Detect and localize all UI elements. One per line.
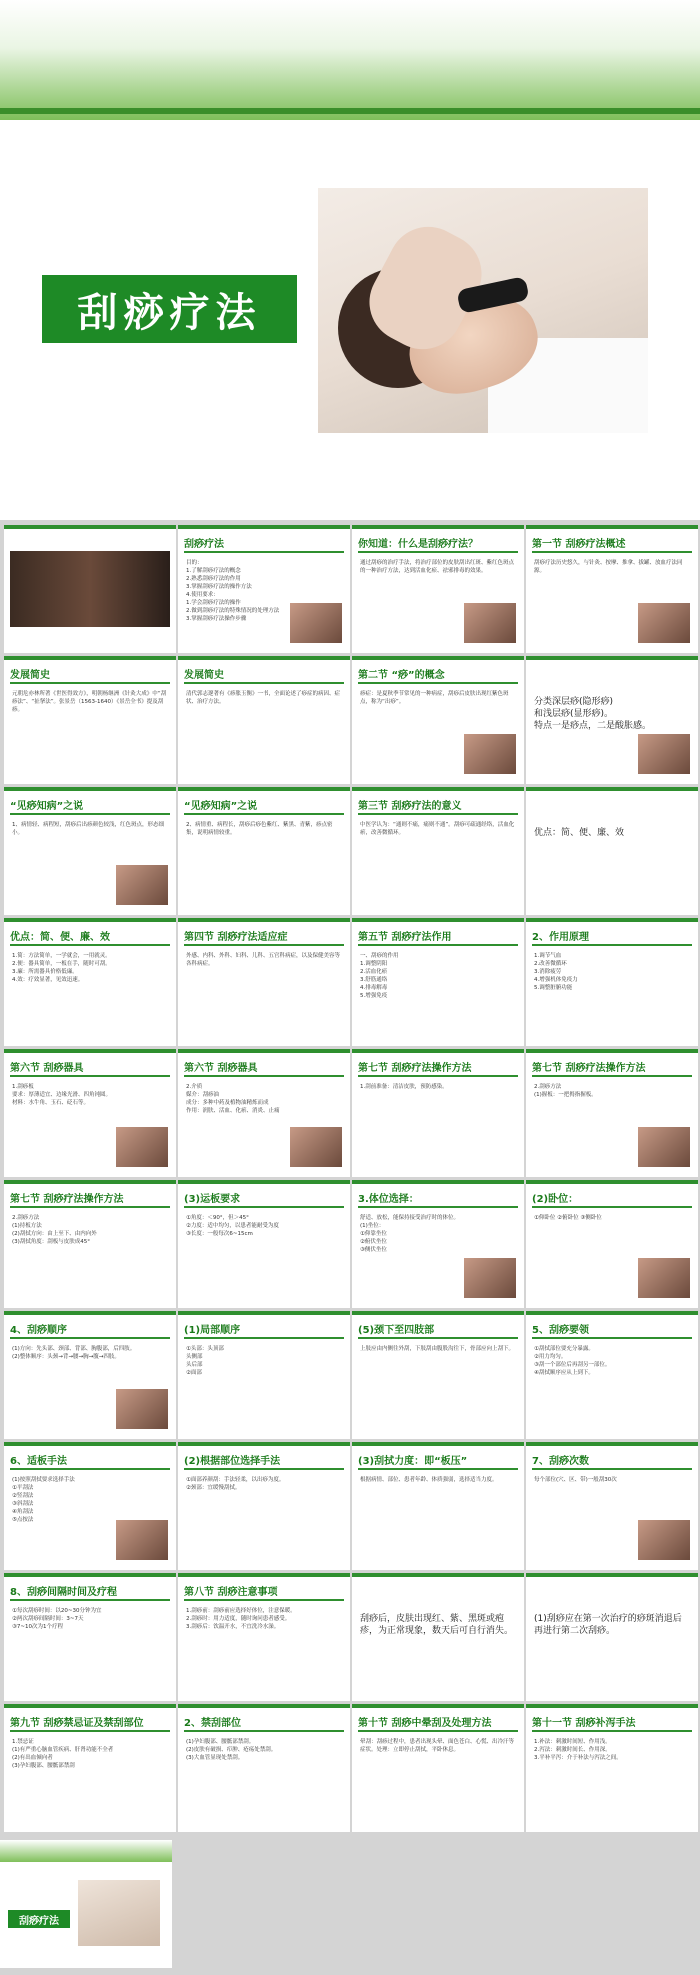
cover-slide bbox=[0, 0, 700, 520]
slide-photo bbox=[464, 1258, 516, 1298]
slide-thumbnail bbox=[526, 1180, 698, 1308]
slide-body: 一、刮痧的作用 1.调整阴阳 2.活血化瘀 3.舒筋通络 4.排毒解毒 5.增强免疫 bbox=[360, 953, 399, 999]
slide-top-line bbox=[526, 1180, 698, 1184]
slide-thumbnail bbox=[352, 1573, 524, 1701]
slide-top-line bbox=[526, 656, 698, 660]
slide-title-underline bbox=[10, 944, 170, 946]
slide-top-line bbox=[352, 656, 524, 660]
slide-body: 分类深层痧(隐形痧) 和浅层痧(显形痧)。 特点一是痧点，二是酸胀感。 bbox=[534, 697, 652, 731]
slide-top-line bbox=[4, 918, 176, 922]
slide-top-line bbox=[178, 1704, 350, 1708]
slide-top-line bbox=[178, 525, 350, 529]
slide-top-line bbox=[526, 525, 698, 529]
slide-title: 第十节 刮痧中晕刮及处理方法 bbox=[358, 1718, 492, 1729]
slide-thumbnail bbox=[526, 1442, 698, 1570]
slide-title-underline bbox=[184, 1730, 344, 1732]
slide-photo bbox=[464, 734, 516, 774]
slide-top-line bbox=[4, 1311, 176, 1315]
slide-title-underline bbox=[184, 1206, 344, 1208]
closing-header-gradient bbox=[0, 1840, 172, 1862]
slide-title: “见痧知病”之说 bbox=[184, 801, 258, 812]
slide-top-line bbox=[4, 1442, 176, 1446]
slide-title-underline bbox=[10, 682, 170, 684]
slide-thumbnail bbox=[178, 1573, 350, 1701]
slide-title: 第一节 刮痧疗法概述 bbox=[532, 539, 626, 550]
slide-body: 每个部位(穴、区、带)一般刮30次 bbox=[534, 1477, 617, 1483]
slide-title-underline bbox=[532, 1206, 692, 1208]
slide-body: 优点：简、便、廉、效 bbox=[534, 828, 625, 838]
slide-body: 1.刮前准备：清洁皮肤，预防感染。 bbox=[360, 1084, 448, 1090]
slide-thumbnail bbox=[178, 1180, 350, 1308]
slide-top-line bbox=[526, 1573, 698, 1577]
slide-title: 6、适板手法 bbox=[10, 1456, 67, 1467]
slide-thumbnail bbox=[352, 656, 524, 784]
slide-body: 1.刮痧前：刮痧前应选择好体位，注意保暖。 2.刮痧时：用力适度，随时询问患者感受。 3.刮痧后：饮温开水，不宜洗冷水澡。 bbox=[186, 1608, 296, 1630]
slide-photo bbox=[638, 734, 690, 774]
slide-title: 第十一节 刮痧补泻手法 bbox=[532, 1718, 636, 1729]
slide-photo bbox=[464, 603, 516, 643]
slide-thumbnail bbox=[178, 1442, 350, 1570]
slide-body: ①头部：头顶部 头侧部 头后部 ②面部 bbox=[186, 1346, 224, 1376]
slide-title: 4、刮痧顺序 bbox=[10, 1325, 67, 1336]
slide-title: 第六节 刮痧器具 bbox=[184, 1063, 258, 1074]
slide-thumbnail bbox=[178, 918, 350, 1046]
slide-title: (5)颈下至四肢部 bbox=[358, 1325, 435, 1336]
slide-body: ①角度：＜90°，但＞45° ②力度：适中均匀，以患者能耐受为度 ③长度：一般每次6~15cm bbox=[186, 1215, 279, 1237]
slide-title-underline bbox=[10, 1730, 170, 1732]
slide-body: 根据病情、部位、患者年龄、体质强弱，选择适当力度。 bbox=[360, 1477, 498, 1483]
slide-title: 8、刮痧间隔时间及疗程 bbox=[10, 1587, 117, 1598]
slide-title-underline bbox=[184, 813, 344, 815]
slide-body: 通过刮痧的治疗手法，将治疗部位的皮肤刮出红斑、紫红色斑点的一种治疗方法，达到活血化瘀、祛邪排毒的效果。 bbox=[360, 560, 515, 574]
slide-title: (3)运板要求 bbox=[184, 1194, 241, 1205]
slide-title-underline bbox=[184, 1075, 344, 1077]
cover-title-box bbox=[42, 275, 297, 343]
slide-thumbnail bbox=[4, 1049, 176, 1177]
slide-top-line bbox=[352, 1049, 524, 1053]
slide-top-line bbox=[4, 525, 176, 529]
slide-body: 1.刮痧板 要求：厚薄适宜、边缘光滑、四角钝圆。 材料：水牛角、玉石、砭石等。 bbox=[12, 1084, 112, 1106]
slide-top-line bbox=[178, 1573, 350, 1577]
slide-body: ①刮拭部位要充分暴露。 ②用力均匀。 ③刮一个部位后再刮另一部位。 ④刮拭顺序应从上到下。 bbox=[534, 1346, 611, 1376]
closing-photo bbox=[78, 1880, 160, 1946]
slide-body: 2、病情重、病程长，刮痧后痧色紫红、紫黑、青紫，痧点密集，说明病情较重。 bbox=[186, 822, 333, 836]
slide-top-line bbox=[526, 1442, 698, 1446]
slide-photo bbox=[10, 551, 170, 627]
slide-body: (1)按照刮拭要求选择手法 ①平刮法 ②竖刮法 ③斜刮法 ④角刮法 ⑤点按法 bbox=[12, 1477, 75, 1523]
slide-thumbnail bbox=[526, 1573, 698, 1701]
slide-thumbnail bbox=[4, 787, 176, 915]
slide-body: 痧症：是夏秋季节常见的一种病症，刮痧后皮肤出现红紫色斑点，称为“出痧”。 bbox=[360, 691, 509, 705]
slide-thumbnail bbox=[178, 1704, 350, 1832]
slide-thumbnail bbox=[4, 918, 176, 1046]
slide-thumbnail bbox=[178, 656, 350, 784]
slide-title: 5、刮痧要领 bbox=[532, 1325, 589, 1336]
slide-thumbnail bbox=[526, 787, 698, 915]
slide-title-underline bbox=[184, 1468, 344, 1470]
slide-title: 第七节 刮痧疗法操作方法 bbox=[10, 1194, 124, 1205]
slide-body: 2.介质 媒介：刮痧油 成分：多种中药及植物油精炼而成 作用：润肤、活血、化瘀、消炎、止痛 bbox=[186, 1084, 280, 1114]
slide-thumbnail bbox=[4, 656, 176, 784]
slide-title: 第六节 刮痧器具 bbox=[10, 1063, 84, 1074]
slide-top-line bbox=[352, 1180, 524, 1184]
slide-title-underline bbox=[10, 1599, 170, 1601]
slide-title: 第四节 刮痧疗法适应症 bbox=[184, 932, 288, 943]
slide-title-underline bbox=[358, 1337, 518, 1339]
slide-body: 刮痧后，皮肤出现红、紫、黑斑或疱疹，为正常现象，数天后可自行消失。 bbox=[360, 1614, 514, 1636]
slide-thumbnail bbox=[4, 1180, 176, 1308]
slide-thumbnail bbox=[4, 1442, 176, 1570]
slide-title: 第三节 刮痧疗法的意义 bbox=[358, 801, 462, 812]
slide-top-line bbox=[352, 1573, 524, 1577]
slide-title-underline bbox=[10, 1206, 170, 1208]
closing-title-box bbox=[8, 1910, 70, 1928]
slide-top-line bbox=[4, 656, 176, 660]
slide-thumbnail bbox=[352, 1311, 524, 1439]
cover-header-gradient bbox=[0, 0, 700, 120]
slide-thumbnail bbox=[4, 1311, 176, 1439]
slide-body: 目的： 1.了解刮痧疗法的概念 2.熟悉刮痧疗法的作用 3.掌握刮痧疗法的操作方法 4.使用要求： 1.学会刮痧疗法的操作 2.做到刮痧疗法的特殊情况的处理方法 3.掌握刮痧疗法操作步骤 bbox=[186, 560, 280, 622]
slide-thumbnail bbox=[526, 918, 698, 1046]
slide-body: 中医学认为：“通则不痛，痛则不通”。刮痧可疏通经络，活血化瘀，改善微循环。 bbox=[360, 822, 515, 836]
slide-title-underline bbox=[184, 1337, 344, 1339]
slide-title: 2、禁刮部位 bbox=[184, 1718, 241, 1729]
slide-thumbnail bbox=[352, 918, 524, 1046]
slide-title-underline bbox=[184, 551, 344, 553]
slide-thumbnail bbox=[352, 1442, 524, 1570]
slide-body: 1、病情轻、病程短，刮痧后出痧颜色较浅，红色斑点，形态细小。 bbox=[12, 822, 165, 836]
slide-title: 第五节 刮痧疗法作用 bbox=[358, 932, 452, 943]
slide-thumbnail bbox=[526, 656, 698, 784]
slide-body: 1.禁忌证 (1)有严重心脑血管疾病、肝肾功能不全者 (2)有出血倾向者 (3)孕妇腹部、腰骶部禁刮 bbox=[12, 1739, 114, 1769]
slide-body: 清代郭志邃著有《痧胀玉衡》一书，全面论述了痧症的病因、症状、治疗方法。 bbox=[186, 691, 341, 705]
slide-title: 发展简史 bbox=[10, 670, 50, 681]
slide-title-underline bbox=[532, 1468, 692, 1470]
slide-photo bbox=[638, 1258, 690, 1298]
slide-body: 1.补法：刺激时间短、作用浅。 2.泻法：刺激时间长、作用深。 3.平补平泻：介于补法与泻法之间。 bbox=[534, 1739, 622, 1761]
cover-photo bbox=[318, 188, 648, 433]
slide-thumbnail bbox=[352, 1704, 524, 1832]
cover-title: 刮痧疗法 bbox=[77, 289, 262, 336]
slide-thumbnail bbox=[178, 787, 350, 915]
slide-photo bbox=[290, 603, 342, 643]
slide-title: 第七节 刮痧疗法操作方法 bbox=[532, 1063, 646, 1074]
slide-body: 上肢应由内侧往外刮，下肢刮由腹股沟往下，骨部应向上刮下。 bbox=[360, 1346, 515, 1352]
slide-photo bbox=[116, 865, 168, 905]
slide-title-underline bbox=[532, 551, 692, 553]
slide-title: (2)卧位： bbox=[532, 1194, 579, 1205]
slide-title: 7、刮痧次数 bbox=[532, 1456, 589, 1467]
slide-title-underline bbox=[358, 1468, 518, 1470]
slide-body: 2.刮痧方法 (1)握板：一把拇指握板。 bbox=[534, 1084, 597, 1098]
slide-top-line bbox=[4, 787, 176, 791]
slide-top-line bbox=[352, 918, 524, 922]
slide-top-line bbox=[526, 1311, 698, 1315]
slide-title-underline bbox=[358, 944, 518, 946]
slide-thumbnail bbox=[352, 525, 524, 653]
slide-thumbnail bbox=[352, 1049, 524, 1177]
slide-thumbnail bbox=[4, 1573, 176, 1701]
slide-title-underline bbox=[532, 1730, 692, 1732]
slide-title-underline bbox=[184, 944, 344, 946]
slide-top-line bbox=[526, 1049, 698, 1053]
slide-top-line bbox=[178, 1311, 350, 1315]
slide-title: 第七节 刮痧疗法操作方法 bbox=[358, 1063, 472, 1074]
slide-body: (1)孕妇腹部、腰骶部禁刮。 (2)皮肤有破损、疖肿、疮疡处禁刮。 (3)大血管显现处禁刮。 bbox=[186, 1739, 277, 1761]
slide-thumbnail bbox=[178, 525, 350, 653]
slide-title: (2)根据部位选择手法 bbox=[184, 1456, 281, 1467]
slide-top-line bbox=[178, 656, 350, 660]
slide-body: ①每次刮痧时间：以20~30分钟为宜 ②两次刮痧间隔时间：3~7天 ③7~10次为1个疗程 bbox=[12, 1608, 102, 1630]
slide-top-line bbox=[4, 1049, 176, 1053]
slide-title: 3.体位选择： bbox=[358, 1194, 419, 1205]
slide-title-underline bbox=[10, 1337, 170, 1339]
slide-top-line bbox=[178, 1180, 350, 1184]
slide-title-underline bbox=[532, 1075, 692, 1077]
slide-top-line bbox=[352, 1442, 524, 1446]
slide-top-line bbox=[178, 787, 350, 791]
slide-title: 刮痧疗法 bbox=[184, 539, 224, 550]
slide-thumbnail bbox=[352, 1180, 524, 1308]
slide-thumbnail bbox=[526, 1704, 698, 1832]
slide-title: 优点：简、便、廉、效 bbox=[10, 932, 110, 943]
slide-body: 2.刮痧方法 (1)持板方法 (2)刮拭方向：由上至下、由内向外 (3)刮拭角度：刮板与皮肤成45° bbox=[12, 1215, 97, 1245]
slide-title-underline bbox=[358, 1075, 518, 1077]
slide-body: (1)方向：先头部、颈部、背部、胸腹部，后四肢。 (2)整体顺序：头颈→背→腰→胸→腹→四肢。 bbox=[12, 1346, 136, 1360]
slide-body: 1.简：方法简单，一学就会，一用就灵。 2.便：器具简单，一板在手，随时可刮。 3.廉：所需器具价格低廉。 4.效：疗效显著，见效迅速。 bbox=[12, 953, 111, 983]
slide-thumbnail bbox=[526, 525, 698, 653]
slide-thumbnail bbox=[178, 1311, 350, 1439]
slide-title-underline bbox=[358, 1206, 518, 1208]
slide-top-line bbox=[4, 1180, 176, 1184]
slide-top-line bbox=[178, 918, 350, 922]
slide-top-line bbox=[178, 1049, 350, 1053]
slide-thumbnail bbox=[4, 525, 176, 653]
slide-top-line bbox=[352, 525, 524, 529]
slide-body: ①面部养颜刮：手法轻柔，以出痧为度。 ②颈部：宜缓慢刮拭。 bbox=[186, 1477, 285, 1491]
slide-title: 2、作用原理 bbox=[532, 932, 589, 943]
cover-header-line bbox=[0, 108, 700, 114]
slide-top-line bbox=[526, 1704, 698, 1708]
slide-title-underline bbox=[10, 1468, 170, 1470]
slide-top-line bbox=[4, 1573, 176, 1577]
slide-top-line bbox=[352, 787, 524, 791]
slide-title-underline bbox=[532, 1337, 692, 1339]
slide-body: 晕刮：刮痧过程中，患者出现头晕、面色苍白、心慌、出冷汗等症状。处理：立即停止刮拭，平卧休息。 bbox=[360, 1739, 515, 1753]
slide-photo bbox=[638, 1520, 690, 1560]
slide-title-underline bbox=[10, 1075, 170, 1077]
slide-photo bbox=[290, 1127, 342, 1167]
closing-slide bbox=[0, 1840, 172, 1968]
slide-title: (3)刮拭力度：即“板压” bbox=[358, 1456, 468, 1467]
slide-title: 第二节 “痧”的概念 bbox=[358, 670, 445, 681]
slide-body: (1)刮痧应在第一次治疗的痧斑消退后再进行第二次刮痧。 bbox=[534, 1614, 682, 1636]
slide-photo bbox=[116, 1520, 168, 1560]
slide-thumbnail bbox=[526, 1049, 698, 1177]
slide-body: 舒适、放松，能保持接受治疗时的体位。 (1)坐位： ①仰靠坐位 ②俯伏坐位 ③侧伏坐位 bbox=[360, 1215, 460, 1253]
slide-body: 1.调节气血 2.改善微循环 3.消除疲劳 4.增强机体免疫力 5.调整脏腑功能 bbox=[534, 953, 578, 991]
slide-title: “见痧知病”之说 bbox=[10, 801, 84, 812]
slide-photo bbox=[638, 1127, 690, 1167]
slide-top-line bbox=[526, 787, 698, 791]
slide-title-underline bbox=[358, 813, 518, 815]
slide-title-underline bbox=[10, 813, 170, 815]
slide-title-underline bbox=[358, 682, 518, 684]
slide-top-line bbox=[352, 1311, 524, 1315]
closing-title: 刮痧疗法 bbox=[19, 1915, 59, 1927]
slide-title: 发展简史 bbox=[184, 670, 224, 681]
slide-body: ①仰卧位 ②俯卧位 ③侧卧位 bbox=[534, 1215, 602, 1221]
slide-photo bbox=[116, 1389, 168, 1429]
slide-top-line bbox=[352, 1704, 524, 1708]
slide-body: 元朝危亦林所著《世医得效方》，明朝杨继洲《针灸大成》中“刮痧法”、“扯拏法”。张景岳（1563-1640）《景岳全书》提及刮痧。 bbox=[12, 691, 167, 713]
slide-title: 第八节 刮痧注意事项 bbox=[184, 1587, 278, 1598]
slide-photo bbox=[638, 603, 690, 643]
slide-title: 你知道：什么是刮痧疗法？ bbox=[358, 539, 478, 550]
slide-title-underline bbox=[532, 944, 692, 946]
slide-thumbnail bbox=[352, 787, 524, 915]
slide-thumbnail bbox=[526, 1311, 698, 1439]
slide-top-line bbox=[526, 918, 698, 922]
slide-thumbnail bbox=[4, 1704, 176, 1832]
slide-body: 外感、内科、外科、妇科、儿科、五官科病症，以及保健美容等各科病症。 bbox=[186, 953, 341, 967]
slide-thumbnail bbox=[178, 1049, 350, 1177]
slide-top-line bbox=[4, 1704, 176, 1708]
slide-title: (1)局部顺序 bbox=[184, 1325, 241, 1336]
slide-body: 刮痧疗法历史悠久，与针灸、按摩、推拿、拔罐、放血疗法同源。 bbox=[534, 560, 683, 574]
slide-photo bbox=[116, 1127, 168, 1167]
slide-title-underline bbox=[358, 1730, 518, 1732]
slide-title-underline bbox=[184, 1599, 344, 1601]
slide-top-line bbox=[178, 1442, 350, 1446]
slide-title-underline bbox=[184, 682, 344, 684]
slide-title: 第九节 刮痧禁忌证及禁刮部位 bbox=[10, 1718, 144, 1729]
slide-title-underline bbox=[358, 551, 518, 553]
